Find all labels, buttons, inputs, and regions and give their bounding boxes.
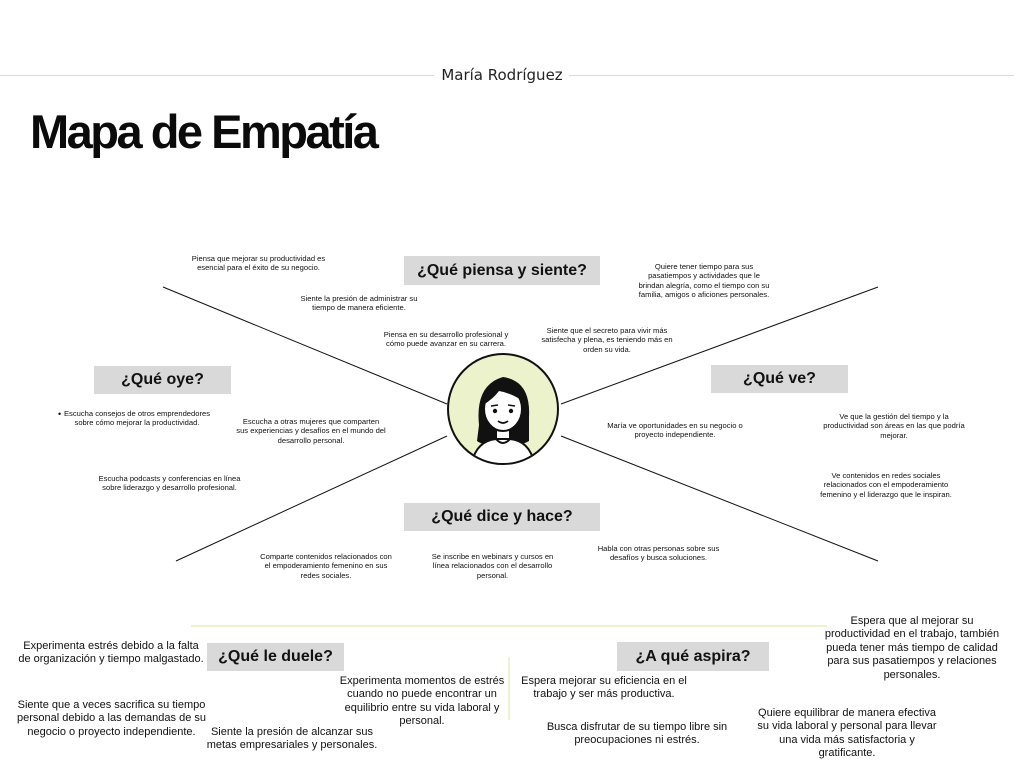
duele-note-presion-metas: Siente la presión de alcanzar sus metas empresariales y personales. [206, 726, 378, 752]
aspira-note-equilibrar: Quiere equilibrar de manera efectiva su vida laboral y personal para llevar una vida más satisfactoria y gratificante. [757, 707, 937, 760]
piensa-note-presion-tiempo: Siente la presión de administrar su tiempo de manera eficiente. [300, 294, 418, 313]
duele-note-sacrifica: Siente que a veces sacrifica su tiempo personal debido a las demandas de su negocio o proyecto independiente. [17, 699, 206, 738]
section-ve: ¿Qué ve? [711, 365, 848, 393]
piensa-note-productividad: Piensa que mejorar su productividad es esencial para el éxito de su negocio. [191, 254, 326, 273]
author-name: María Rodríguez [441, 66, 563, 84]
oye-note-consejos: Escucha consejos de otros emprendedores sobre cómo mejorar la productividad. [63, 409, 211, 428]
aspira-note-tiempo-libre: Busca disfrutar de su tiempo libre sin preocupaciones ni estrés. [546, 721, 728, 747]
section-oye: ¿Qué oye? [94, 366, 231, 394]
piensa-note-secreto: Siente que el secreto para vivir más satisfecha y plena, es teniendo más en orden su vida. [541, 326, 673, 354]
ve-note-oportunidades: María ve oportunidades en su negocio o proyecto independiente. [607, 421, 743, 440]
ve-note-redes: Ve contenidos en redes sociales relacionados con el empoderamiento femenino y el liderazgo que le inspiran. [820, 471, 952, 499]
oye-note-podcasts: Escucha podcasts y conferencias en línea sobre liderazgo y desarrollo profesional. [98, 474, 241, 493]
aspira-note-calidad: Espera que al mejorar su productividad en el trabajo, también pueda tener más tiempo de calidad para sus pasatiempos y relaciones personales. [824, 615, 1000, 681]
section-dice-y-hace: ¿Qué dice y hace? [404, 503, 600, 531]
dice-note-webinars: Se inscribe en webinars y cursos en línea relacionados con el desarrollo personal. [431, 552, 554, 580]
woman-avatar-icon [447, 353, 559, 465]
bullet-dot: • [58, 409, 62, 419]
page-title: Mapa de Empatía [30, 105, 377, 158]
duele-note-equilibrio: Experimenta momentos de estrés cuando no puede encontrar un equilibrio entre su vida laboral y personal. [339, 675, 505, 728]
oye-note-mujeres: Escucha a otras mujeres que comparten sus experiencias y desafíos en el mundo del desarrollo personal. [236, 417, 386, 445]
dice-note-habla: Habla con otras personas sobre sus desafíos y busca soluciones. [597, 544, 720, 563]
section-le-duele: ¿Qué le duele? [207, 643, 344, 671]
duele-note-estres: Experimenta estrés debido a la falta de organización y tiempo malgastado. [18, 640, 204, 666]
piensa-note-desarrollo: Piensa en su desarrollo profesional y cómo puede avanzar en su carrera. [383, 330, 509, 349]
section-piensa-y-siente: ¿Qué piensa y siente? [404, 256, 600, 285]
dice-note-comparte: Comparte contenidos relacionados con el empoderamiento femenino en sus redes sociales. [260, 552, 392, 580]
section-aspira: ¿A qué aspira? [617, 642, 769, 671]
diagonal-bottom-left [176, 436, 447, 561]
piensa-note-pasatiempos: Quiere tener tiempo para sus pasatiempos y actividades que le brindan alegría, como el tiempo con su familia, amigos o aficiones personales. [638, 262, 770, 300]
aspira-note-eficiencia: Espera mejorar su eficiencia en el trabajo y ser más productiva. [521, 675, 687, 701]
ve-note-gestion-tiempo: Ve que la gestión del tiempo y la productividad son áreas en las que podría mejorar. [823, 412, 965, 440]
